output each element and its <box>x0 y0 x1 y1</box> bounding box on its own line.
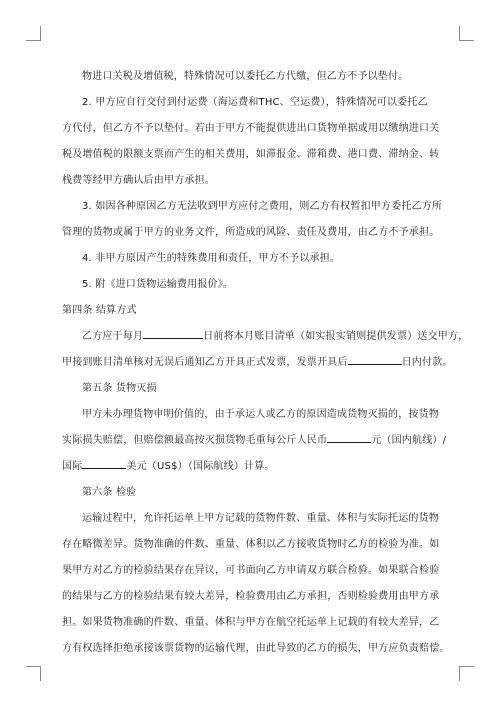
text-fragment: 国际 <box>62 461 83 472</box>
text-line <box>62 428 447 454</box>
text-line: 的结果与乙方的检验结果有较大差异，检验费用由乙方承担，否则检验费用由甲方承 <box>62 591 440 602</box>
crop-mark-bottom-right <box>459 666 474 681</box>
text-line: 2. 甲方应自行交付到付运费（海运费和THC、空运费），特殊情况可以委托乙 <box>82 97 428 108</box>
section-heading: 第六条 检验 <box>82 487 137 498</box>
text-line: 方有权选择拒绝承接该票货物的运输代理，由此导致的乙方的损失，甲方应负责赔偿。 <box>62 643 450 654</box>
text-fragment: 元（国内航线）/ <box>371 435 447 446</box>
text-line: 3. 如因各种原因乙方无法收到甲方应付之费用，则乙方有权暂扣甲方委托乙方所 <box>82 201 443 212</box>
text-fragment: 甲接到账目清单核对无误后通知乙方开具正式发票，发票开具后 <box>62 357 348 368</box>
text-line: 果甲方对乙方的检验结果存在异议，可书面向乙方申请双方联合检验。如果联合检验 <box>62 565 440 576</box>
text-fragment: 实际损失赔偿，但赔偿额最高按灭损货物毛重每公斤人民币 <box>62 435 328 446</box>
crop-mark-top-left <box>26 26 41 41</box>
text-line: 存在略微差异。货物准确的件数、重量、体积以乙方接收货物时乙方的检验为准。如 <box>62 539 440 550</box>
crop-mark-bottom-left <box>26 666 41 681</box>
text-line: 税及增值税的限额支票而产生的相关费用，如滞报金、滞箱费、港口费、滞纳金、转 <box>62 149 440 160</box>
document-body <box>62 64 469 662</box>
text-line: 物进口关税及增值税，特殊情况可以委托乙方代缴，但乙方不予以垫付。 <box>82 71 409 82</box>
text-line: 4. 非甲方原因产生的特殊费用和责任，甲方不予以承担。 <box>82 253 341 264</box>
blank-field <box>82 456 126 469</box>
section-heading: 第四条 结算方式 <box>62 305 137 316</box>
text-line: 5. 附《进口货物运输费用报价》。 <box>82 279 234 290</box>
text-line <box>62 324 469 350</box>
text-line: 栈费等经甲方确认后由甲方承担。 <box>62 175 215 186</box>
crop-mark-top-right <box>459 26 474 41</box>
text-fragment: 乙方应于每月 <box>82 331 144 342</box>
text-line: 担。如果货物准确的件数、重量、体积与甲方在航空托运单上记载的有较大差异，乙 <box>62 617 440 628</box>
section-heading: 第五条 货物灭损 <box>82 383 157 394</box>
blank-field <box>348 352 402 365</box>
text-fragment: 美元（US$）（国际航线）计算。 <box>126 461 275 472</box>
blank-field <box>143 326 203 339</box>
text-line: 甲方未办理货物申明价值的，由于承运人或乙方的原因造成货物灭损的，按货物 <box>82 409 439 420</box>
text-fragment: 日内付款。 <box>401 357 453 368</box>
text-line <box>62 350 453 376</box>
text-line: 方代付，但乙方不予以垫付。若由于甲方不能提供进出口货物单据或用以缴纳进口关 <box>62 123 440 134</box>
text-line: 运输过程中，允许托运单上甲方记载的货物件数、重量、体积与实际托运的货物 <box>82 513 439 524</box>
blank-field <box>327 430 371 443</box>
text-fragment: 日前将本月账目清单（如实报实销则提供发票）送交甲方， <box>203 331 469 342</box>
text-line: 管理的货物或属于甲方的业务文件，所造成的风险、责任及费用，由乙方不予承担。 <box>62 227 440 238</box>
text-line <box>62 454 440 480</box>
